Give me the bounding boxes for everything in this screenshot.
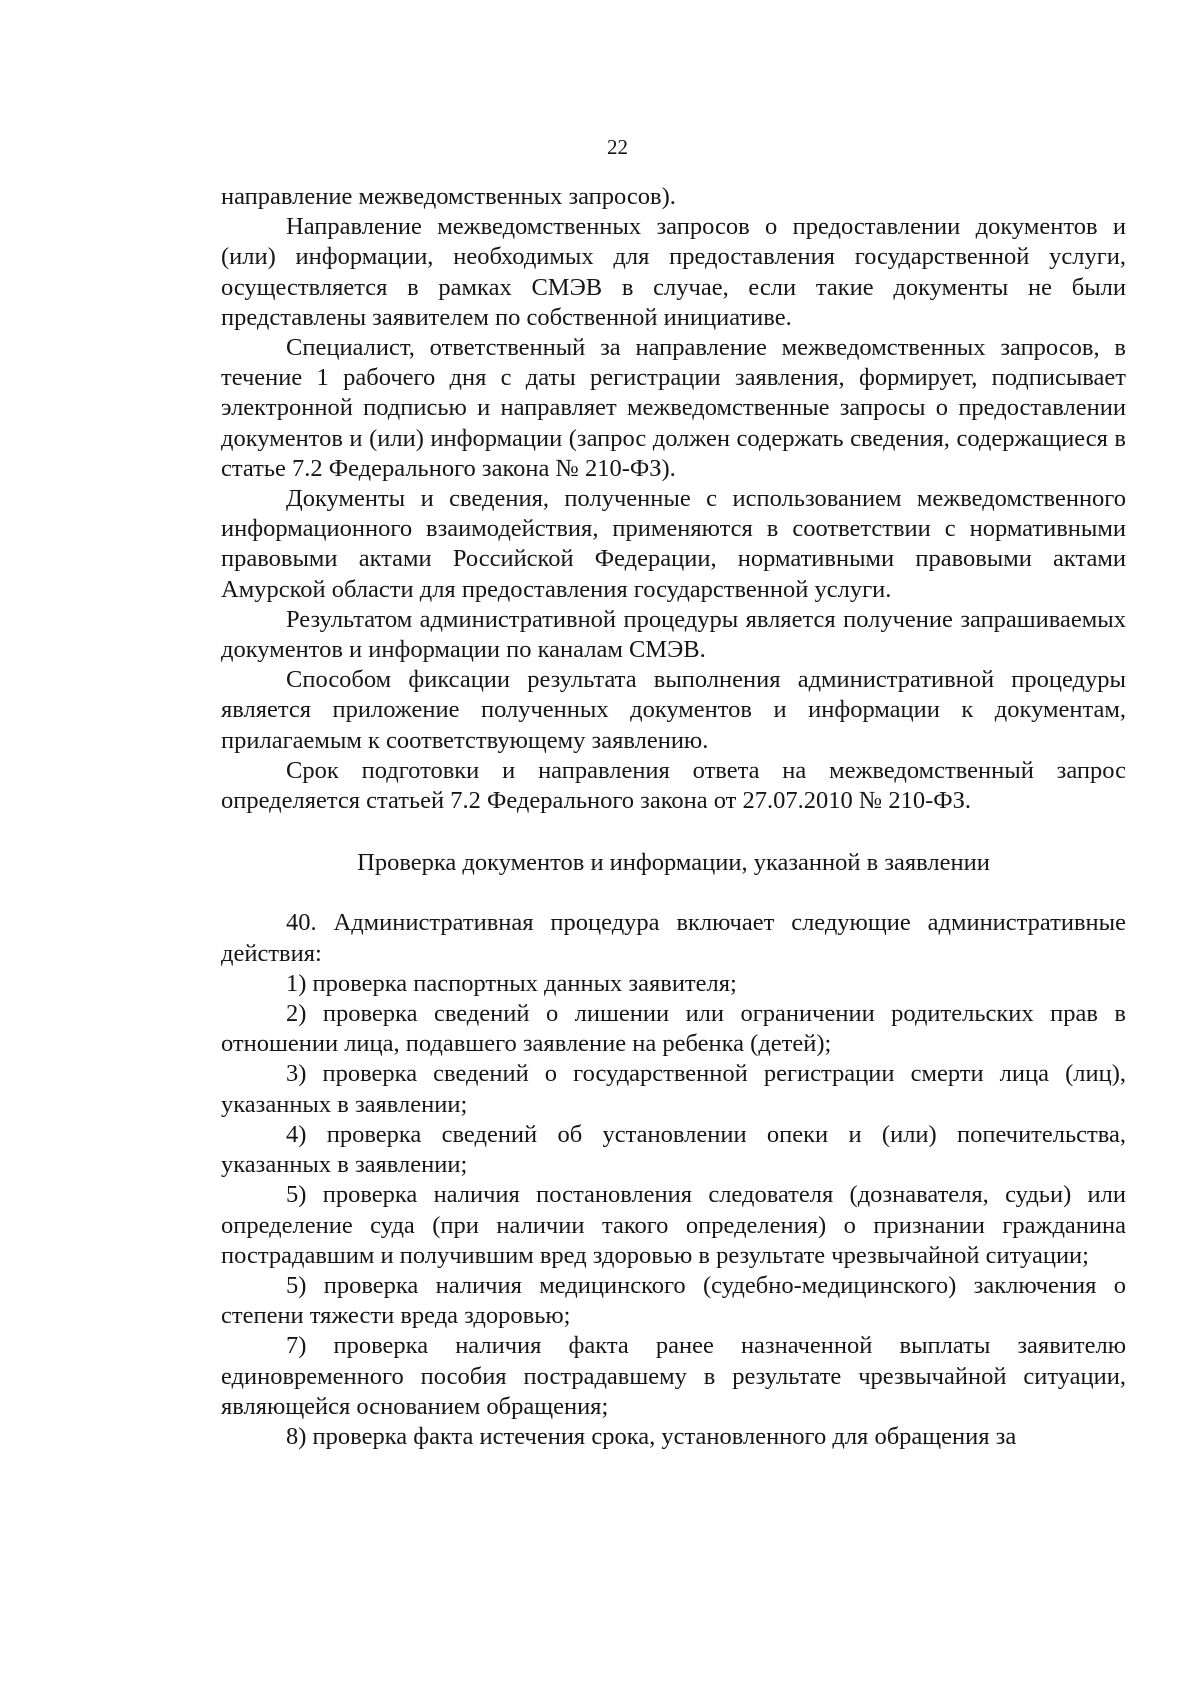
list-item: 1) проверка паспортных данных заявителя; [286, 969, 737, 997]
list-item: 7) проверка наличия факта ранее назначенной выплаты заявителю единовременного пособия пострадавшему в результате чрезвычайной ситуации, являющейся основанием обращения; [221, 1332, 1126, 1420]
paragraph-deadline: Срок подготовки и направления ответа на межведомственный запрос определяется статьей 7.2 Федерального закона от 27.07.2010 № 210-ФЗ. [221, 756, 1126, 815]
page-number: 22 [607, 135, 628, 159]
paragraph-fixation: Способом фиксации результата выполнения административной процедуры является приложение полученных документов и информации к документам, прилагаемым к соответствующему заявлению. [221, 666, 1126, 754]
list-item: 5) проверка наличия медицинского (судебно-медицинского) заключения о степени тяжести вреда здоровью; [221, 1271, 1126, 1330]
paragraph-documents-info: Документы и сведения, полученные с использованием межведомственного информационного взаимодействия, применяются в соответствии с нормативными правовыми актами Российской Федерации, нормативными правовыми актами Амурской области для предоставления государственной услуги. [221, 485, 1126, 603]
paragraph-40: 40. Административная процедура включает следующие административные действия: [221, 909, 1126, 967]
list-item: 8) проверка факта истечения срока, установленного для обращения за [286, 1422, 1017, 1450]
list-item: 5) проверка наличия постановления следователя (дознавателя, судьи) или определение суда (при наличии такого определения) о признании гражданина пострадавшим и получившим вред здоровью в результате чрезвычайной ситуации; [221, 1181, 1126, 1269]
list-item: 3) проверка сведений о государственной регистрации смерти лица (лиц), указанных в заявлении; [221, 1060, 1126, 1118]
paragraph-result: Результатом административной процедуры является получение запрашиваемых документов и информации по каналам СМЭВ. [221, 605, 1126, 664]
paragraph-continuation: направление межведомственных запросов). [221, 183, 676, 210]
list-item: 2) проверка сведений о лишении или ограничении родительских прав в отношении лица, подавшего заявление на ребенка (детей); [221, 1000, 1126, 1058]
section-heading: Проверка документов и информации, указанной в заявлении [357, 849, 990, 877]
document-body [221, 182, 1126, 1452]
list-item: 4) проверка сведений об установлении опеки и (или) попечительства, указанных в заявлении; [221, 1120, 1126, 1179]
paragraph-interagency-requests: Направление межведомственных запросов о предоставлении документов и (или) информации, необходимых для предоставления государственной услуги, осуществляется в рамках СМЭВ в случае, если такие документы не были представлены заявителем по собственной инициативе. [221, 213, 1126, 331]
paragraph-specialist: Специалист, ответственный за направление межведомственных запросов, в течение 1 рабочего дня с даты регистрации заявления, формирует, подписывает электронной подписью и направляет межведомственные запросы о предоставлении документов и (или) информации (запрос должен содержать сведения, содержащиеся в статье 7.2 Федерального закона № 210-ФЗ). [221, 334, 1126, 482]
